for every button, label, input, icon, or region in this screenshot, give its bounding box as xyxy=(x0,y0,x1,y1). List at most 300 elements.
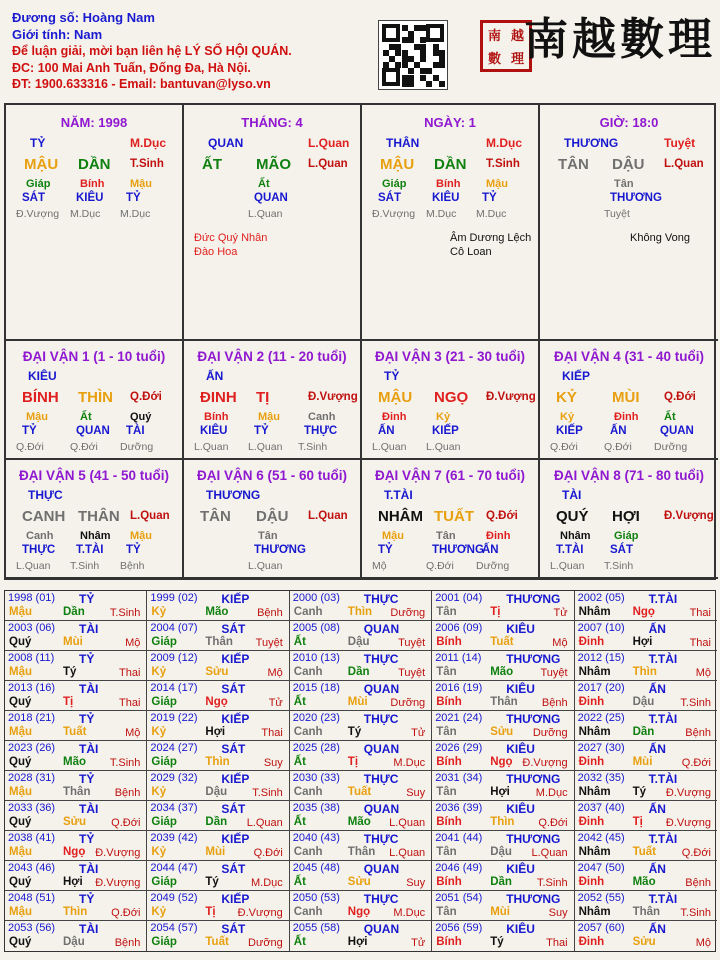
year-state: M.Dục xyxy=(535,787,568,799)
annual-year-cell[interactable] xyxy=(290,831,432,861)
brand-logo: 南越數理 xyxy=(524,14,716,65)
year-state: T.Sinh xyxy=(109,757,141,769)
year-label: 2010 (13) xyxy=(292,652,340,664)
star-label: Cô Loan xyxy=(450,246,492,258)
hidden-stem: Đinh xyxy=(486,530,511,542)
hidden-state: L.Quan xyxy=(248,560,283,572)
annual-year-cell[interactable] xyxy=(575,741,717,771)
year-ten-god: THƯƠNG xyxy=(506,832,561,846)
annual-year-cell[interactable] xyxy=(575,591,717,621)
annual-year-cell[interactable] xyxy=(5,921,147,951)
year-ten-god: TỶ xyxy=(79,652,95,666)
year-branch: Dậu xyxy=(632,696,655,708)
year-ten-god: ẤN xyxy=(648,742,666,756)
year-branch: Dậu xyxy=(347,636,370,648)
ten-god-label: KIẾP xyxy=(562,369,591,383)
year-branch: Tý xyxy=(63,666,77,678)
year-stem: Canh xyxy=(293,726,323,738)
year-label: 2022 (25) xyxy=(577,712,625,724)
annual-year-cell[interactable] xyxy=(147,891,289,921)
year-branch: Tý xyxy=(205,876,219,888)
luck-period-cell[interactable] xyxy=(6,460,184,579)
year-ten-god: T.TÀI xyxy=(648,652,678,666)
annual-year-cell[interactable] xyxy=(575,801,717,831)
ten-god-label: KIÊU xyxy=(28,369,57,383)
hidden-god: T.TÀI xyxy=(76,544,104,556)
year-branch: Tị xyxy=(490,606,501,618)
ten-god-label: THÂN xyxy=(386,136,420,150)
hidden-stem: Bính xyxy=(436,178,461,190)
annual-year-cell[interactable] xyxy=(432,621,574,651)
hidden-god: ẤN xyxy=(482,544,499,556)
hidden-state: Q.Đới xyxy=(426,560,454,572)
hidden-stem: Mậu xyxy=(382,530,404,542)
four-pillars-grid xyxy=(4,103,716,580)
year-state: Thai xyxy=(118,697,141,709)
year-label: 2012 (15) xyxy=(577,652,625,664)
annual-year-cell[interactable] xyxy=(432,771,574,801)
year-ten-god: TÀI xyxy=(79,922,99,936)
year-ten-god: KIẾP xyxy=(221,652,250,666)
heavenly-stem: TÂN xyxy=(200,508,231,525)
hidden-god: TỶ xyxy=(378,544,393,556)
year-stem: Giáp xyxy=(151,816,177,828)
year-label: 2023 (26) xyxy=(8,742,56,754)
year-branch: Tị xyxy=(205,906,216,918)
year-stem: Đinh xyxy=(578,696,605,708)
hidden-state: L.Quan xyxy=(248,208,283,220)
hidden-god: THƯƠNG xyxy=(432,544,484,556)
annual-year-cell[interactable] xyxy=(5,741,147,771)
year-state: Dưỡng xyxy=(248,937,283,949)
hidden-state: L.Quan xyxy=(248,441,283,453)
year-ten-god: THỰC xyxy=(363,592,399,606)
annual-year-cell[interactable] xyxy=(290,861,432,891)
year-label: 2006 (09) xyxy=(435,622,483,634)
hidden-stem: Bính xyxy=(80,178,105,190)
year-branch: Tị xyxy=(347,756,359,768)
hidden-state: Q.Đới xyxy=(70,441,98,453)
annual-year-cell[interactable] xyxy=(147,741,289,771)
contact-text: Để luận giải, mời bạn liên hệ LÝ SỐ HỘI QUÁN. xyxy=(12,44,292,58)
annual-year-cell[interactable] xyxy=(290,681,432,711)
year-state: Đ.Vượng xyxy=(95,847,141,859)
annual-year-cell[interactable] xyxy=(432,591,574,621)
year-label: 2004 (07) xyxy=(150,622,198,634)
annual-year-cell[interactable] xyxy=(147,861,289,891)
year-stem: Bính xyxy=(436,756,462,768)
year-stem: Bính xyxy=(436,936,462,948)
hidden-state: Tuyệt xyxy=(604,208,630,220)
year-stem: Bính xyxy=(436,636,462,648)
year-branch: Tị xyxy=(632,816,643,828)
annual-year-cell[interactable] xyxy=(290,621,432,651)
earthly-branch: HỢI xyxy=(612,508,640,525)
year-branch: Ngọ xyxy=(205,696,228,708)
year-state: Thai xyxy=(689,607,711,619)
year-stem: Ất xyxy=(293,636,306,648)
year-branch: Mùi xyxy=(632,756,653,768)
annual-year-cell[interactable] xyxy=(575,831,717,861)
pillar-title: ĐẠI VẬN 4 (31 - 40 tuổi) xyxy=(553,349,705,364)
year-state: Tuyệt xyxy=(540,667,568,679)
year-stem: Nhâm xyxy=(578,846,611,858)
pillar-title: ĐẠI VẬN 2 (11 - 20 tuổi) xyxy=(197,349,347,364)
hidden-god: TỶ xyxy=(482,192,497,204)
heavenly-stem: BÍNH xyxy=(22,389,59,406)
hidden-state: M.Dục xyxy=(120,208,151,220)
year-ten-god: TÀI xyxy=(79,802,99,816)
year-label: 2049 (52) xyxy=(150,892,198,904)
branch-state: T.Sinh xyxy=(486,158,520,170)
luck-period-cell[interactable] xyxy=(184,341,362,460)
year-label: 2055 (58) xyxy=(292,922,340,934)
year-branch: Thân xyxy=(632,906,661,918)
heavenly-stem: KỶ xyxy=(556,389,577,406)
hidden-god: TÀI xyxy=(126,425,145,437)
hidden-stem: Mậu xyxy=(26,411,48,423)
branch-state: Q.Đới xyxy=(664,391,696,403)
year-stem: Canh xyxy=(293,846,323,858)
year-ten-god: THƯƠNG xyxy=(506,712,561,726)
year-stem: Mậu xyxy=(9,846,32,858)
branch-state: Đ.Vượng xyxy=(486,391,536,403)
annual-year-cell[interactable] xyxy=(290,651,432,681)
annual-year-cell[interactable] xyxy=(147,711,289,741)
hidden-stem: Kỷ xyxy=(436,411,451,423)
annual-year-cell[interactable] xyxy=(290,771,432,801)
year-stem: Bính xyxy=(436,876,462,888)
annual-year-cell[interactable] xyxy=(432,831,574,861)
year-branch: Hợi xyxy=(347,936,368,948)
pillar-title: ĐẠI VẬN 8 (71 - 80 tuổi) xyxy=(553,468,705,483)
year-ten-god: QUAN xyxy=(363,622,400,636)
annual-year-cell[interactable] xyxy=(5,681,147,711)
year-branch: Dần xyxy=(205,816,228,828)
annual-year-cell[interactable] xyxy=(575,921,717,951)
pillar-cell[interactable] xyxy=(6,105,184,341)
annual-year-cell[interactable] xyxy=(5,801,147,831)
earthly-branch: DẬU xyxy=(256,508,289,525)
branch-state: Q.Đới xyxy=(486,510,518,522)
branch-state: L.Quan xyxy=(308,158,348,170)
year-stem: Đinh xyxy=(578,816,605,828)
year-label: 2007 (10) xyxy=(577,622,625,634)
heavenly-stem: CANH xyxy=(22,508,66,525)
pillar-title: ĐẠI VẬN 7 (61 - 70 tuổi) xyxy=(374,468,526,483)
year-branch: Tý xyxy=(347,726,362,738)
year-state: Mộ xyxy=(552,637,568,649)
year-ten-god: ẤN xyxy=(648,922,666,936)
annual-year-cell[interactable] xyxy=(575,711,717,741)
year-branch: Sửu xyxy=(63,816,87,828)
year-stem: Quý xyxy=(9,756,32,768)
year-branch: Dậu xyxy=(63,936,85,948)
year-state: Suy xyxy=(406,877,426,889)
ten-god-state: L.Quan xyxy=(308,136,350,150)
year-label: 2019 (22) xyxy=(150,712,198,724)
year-ten-god: TỶ xyxy=(79,592,95,606)
year-state: Q.Đới xyxy=(681,757,711,769)
hidden-god: TỶ xyxy=(254,425,269,437)
annual-year-cell[interactable] xyxy=(147,591,289,621)
branch-state: Đ.Vượng xyxy=(308,391,358,403)
year-ten-god: SÁT xyxy=(221,862,246,876)
hidden-god: THỰC xyxy=(304,425,338,437)
year-label: 2025 (28) xyxy=(292,742,340,754)
year-ten-god: ẤN xyxy=(648,802,666,816)
annual-year-cell[interactable] xyxy=(432,891,574,921)
branch-state: L.Quan xyxy=(130,510,170,522)
year-branch: Hợi xyxy=(63,876,83,888)
branch-state: L.Quan xyxy=(308,510,348,522)
hidden-god: THƯƠNG xyxy=(254,544,306,556)
year-branch: Tuất xyxy=(632,846,657,858)
annual-year-cell[interactable] xyxy=(290,591,432,621)
hidden-stem: Mậu xyxy=(130,530,152,542)
hidden-state: M.Dục xyxy=(476,208,507,220)
year-label: 1999 (02) xyxy=(150,592,198,604)
annual-year-cell[interactable] xyxy=(5,771,147,801)
year-label: 2036 (39) xyxy=(435,802,483,814)
year-ten-god: TỶ xyxy=(79,772,95,786)
year-branch: Mão xyxy=(205,606,229,618)
heavenly-stem: MẬU xyxy=(378,389,413,406)
pillar-cell[interactable] xyxy=(184,105,362,341)
year-state: Thai xyxy=(546,937,568,949)
ten-god-label: ẤN xyxy=(206,369,224,383)
year-stem: Mậu xyxy=(9,666,32,678)
branch-state: L.Quan xyxy=(664,158,704,170)
year-branch: Dậu xyxy=(490,846,512,858)
year-branch: Ngọ xyxy=(632,606,655,618)
hidden-god: TỶ xyxy=(126,544,141,556)
year-stem: Canh xyxy=(293,906,323,918)
annual-year-cell[interactable] xyxy=(5,591,147,621)
annual-year-cell[interactable] xyxy=(575,771,717,801)
year-stem: Ất xyxy=(293,876,306,888)
annual-year-cell[interactable] xyxy=(290,921,432,951)
year-label: 2040 (43) xyxy=(292,832,340,844)
pillar-cell[interactable] xyxy=(540,105,718,341)
luck-period-cell[interactable] xyxy=(362,341,540,460)
year-ten-god: KIÊU xyxy=(506,802,535,816)
year-ten-god: T.TÀI xyxy=(648,832,678,846)
pillar-title: GIỜ: 18:0 xyxy=(599,115,659,130)
year-branch: Tuất xyxy=(63,726,87,738)
hidden-stem: Ất xyxy=(80,411,92,423)
annual-year-cell[interactable] xyxy=(147,771,289,801)
year-label: 2016 (19) xyxy=(435,682,483,694)
year-label: 2039 (42) xyxy=(150,832,198,844)
year-branch: Ngọ xyxy=(490,756,513,768)
year-state: Tuyệt xyxy=(255,637,283,649)
year-state: Thai xyxy=(118,667,141,679)
year-ten-god: T.TÀI xyxy=(648,772,678,786)
annual-year-cell[interactable] xyxy=(432,741,574,771)
star-label: Không Vong xyxy=(630,232,690,244)
year-label: 2057 (60) xyxy=(577,922,625,934)
annual-year-cell[interactable] xyxy=(5,711,147,741)
hidden-state: Đ.Vượng xyxy=(372,208,416,220)
hidden-god: ẤN xyxy=(610,425,627,437)
year-stem: Kỷ xyxy=(151,846,167,858)
annual-year-cell[interactable] xyxy=(147,801,289,831)
annual-year-cell[interactable] xyxy=(432,801,574,831)
pillar-title: ĐẠI VẬN 1 (1 - 10 tuổi) xyxy=(22,349,166,364)
hidden-state: T.Sinh xyxy=(298,441,328,453)
annual-year-cell[interactable] xyxy=(432,861,574,891)
annual-year-cell[interactable] xyxy=(432,681,574,711)
year-ten-god: T.TÀI xyxy=(648,712,678,726)
year-state: Suy xyxy=(406,787,426,799)
annual-year-cell[interactable] xyxy=(147,921,289,951)
year-state: Thai xyxy=(261,727,283,739)
hidden-state: L.Quan xyxy=(372,441,407,453)
year-branch: Mão xyxy=(63,756,86,768)
pillar-cell[interactable] xyxy=(362,105,540,341)
year-state: Bệnh xyxy=(114,937,141,949)
luck-period-cell[interactable] xyxy=(6,341,184,460)
luck-period-cell[interactable] xyxy=(540,341,718,460)
year-label: 2041 (44) xyxy=(435,832,483,844)
ten-god-state: M.Dục xyxy=(486,136,522,150)
year-state: L.Quan xyxy=(246,817,283,829)
year-branch: Thìn xyxy=(632,666,657,678)
year-ten-god: ẤN xyxy=(648,682,666,696)
hidden-stem: Nhâm xyxy=(560,530,591,542)
annual-year-cell[interactable] xyxy=(290,801,432,831)
annual-year-cell[interactable] xyxy=(290,741,432,771)
annual-year-cell[interactable] xyxy=(5,891,147,921)
year-ten-god: TỶ xyxy=(79,892,95,906)
annual-year-cell[interactable] xyxy=(575,861,717,891)
year-ten-god: THƯƠNG xyxy=(506,652,561,666)
hidden-stem: Mậu xyxy=(130,178,152,190)
year-label: 2031 (34) xyxy=(435,772,483,784)
year-ten-god: THỰC xyxy=(363,712,399,726)
year-stem: Canh xyxy=(293,786,323,798)
pillar-title: ĐẠI VẬN 5 (41 - 50 tuổi) xyxy=(18,468,170,483)
year-label: 2052 (55) xyxy=(577,892,625,904)
annual-year-cell[interactable] xyxy=(575,891,717,921)
year-label: 2009 (12) xyxy=(150,652,198,664)
pillar-title: NGÀY: 1 xyxy=(424,115,476,130)
year-label: 2013 (16) xyxy=(8,682,56,694)
luck-period-cell[interactable] xyxy=(362,460,540,579)
year-label: 2045 (48) xyxy=(292,862,340,874)
year-branch: Thìn xyxy=(490,816,515,828)
annual-year-cell[interactable] xyxy=(575,681,717,711)
year-ten-god: QUAN xyxy=(363,802,400,816)
year-ten-god: THƯƠNG xyxy=(506,772,561,786)
year-ten-god: QUAN xyxy=(363,742,400,756)
ten-god-label: TÀI xyxy=(562,488,582,502)
year-ten-god: TỶ xyxy=(79,712,95,726)
luck-period-cell[interactable] xyxy=(540,460,718,579)
year-branch: Mùi xyxy=(347,696,368,708)
annual-year-cell[interactable] xyxy=(147,831,289,861)
hidden-god: TỶ xyxy=(22,425,37,437)
year-ten-god: T.TÀI xyxy=(648,892,678,906)
hidden-state: L.Quan xyxy=(550,560,585,572)
year-state: Mộ xyxy=(125,727,141,739)
year-ten-god: KIẾP xyxy=(221,772,250,786)
year-label: 2053 (56) xyxy=(8,922,56,934)
year-ten-god: KIÊU xyxy=(506,622,535,636)
annual-year-cell[interactable] xyxy=(5,651,147,681)
heavenly-stem: MẬU xyxy=(24,156,59,173)
annual-year-cell[interactable] xyxy=(575,621,717,651)
year-state: Mộ xyxy=(695,937,711,949)
year-branch: Sửu xyxy=(347,876,371,888)
annual-year-cell[interactable] xyxy=(575,651,717,681)
hidden-god: KIẾP xyxy=(556,425,583,437)
annual-year-cell[interactable] xyxy=(5,831,147,861)
year-branch: Thân xyxy=(63,786,91,798)
annual-year-cell[interactable] xyxy=(147,681,289,711)
year-label: 2038 (41) xyxy=(8,832,56,844)
annual-year-cell[interactable] xyxy=(147,621,289,651)
year-state: Tuyệt xyxy=(398,637,426,649)
qr-code-icon[interactable] xyxy=(378,20,448,90)
year-label: 2033 (36) xyxy=(8,802,56,814)
year-ten-god: KIẾP xyxy=(221,712,250,726)
annual-year-cell[interactable] xyxy=(290,891,432,921)
year-label: 2000 (03) xyxy=(292,592,340,604)
annual-year-cell[interactable] xyxy=(5,861,147,891)
hidden-stem: Ất xyxy=(664,411,676,423)
year-label: 2046 (49) xyxy=(435,862,483,874)
year-stem: Ất xyxy=(293,756,306,768)
year-ten-god: KIÊU xyxy=(506,682,535,696)
annual-year-cell[interactable] xyxy=(432,921,574,951)
star-label: Âm Dương Lệch xyxy=(450,232,532,244)
year-branch: Dần xyxy=(490,876,512,888)
year-stem: Mậu xyxy=(9,786,32,798)
pillar-title: ĐẠI VẬN 3 (21 - 30 tuổi) xyxy=(374,349,526,364)
heavenly-stem: ĐINH xyxy=(200,389,237,406)
year-state: Thai xyxy=(689,637,711,649)
branch-state: T.Sinh xyxy=(130,158,164,170)
year-label: 2018 (21) xyxy=(8,712,56,724)
red-seal-stamp: 南 越 數 理 xyxy=(480,20,532,72)
annual-year-cell[interactable] xyxy=(290,711,432,741)
year-state: L.Quan xyxy=(389,817,426,829)
hidden-god: THỰC xyxy=(22,544,56,556)
year-branch: Tuất xyxy=(205,936,229,948)
hidden-state: T.Sinh xyxy=(604,560,634,572)
hidden-god: KIÊU xyxy=(200,425,228,437)
year-label: 2032 (35) xyxy=(577,772,625,784)
year-ten-god: SÁT xyxy=(221,682,246,696)
hidden-stem: Nhâm xyxy=(80,530,111,542)
hidden-god: QUAN xyxy=(254,192,288,204)
luck-period-cell[interactable] xyxy=(184,460,362,579)
heavenly-stem: MẬU xyxy=(380,156,415,173)
hidden-god: T.TÀI xyxy=(556,544,584,556)
annual-year-cell[interactable] xyxy=(147,651,289,681)
year-state: Q.Đới xyxy=(111,907,141,919)
hidden-stem: Bính xyxy=(204,411,229,423)
annual-year-cell[interactable] xyxy=(432,651,574,681)
annual-year-cell[interactable] xyxy=(5,621,147,651)
year-branch: Tý xyxy=(490,936,504,948)
year-state: T.Sinh xyxy=(252,787,283,799)
annual-year-cell[interactable] xyxy=(432,711,574,741)
year-stem: Giáp xyxy=(151,696,177,708)
hidden-stem: Kỷ xyxy=(560,411,575,423)
